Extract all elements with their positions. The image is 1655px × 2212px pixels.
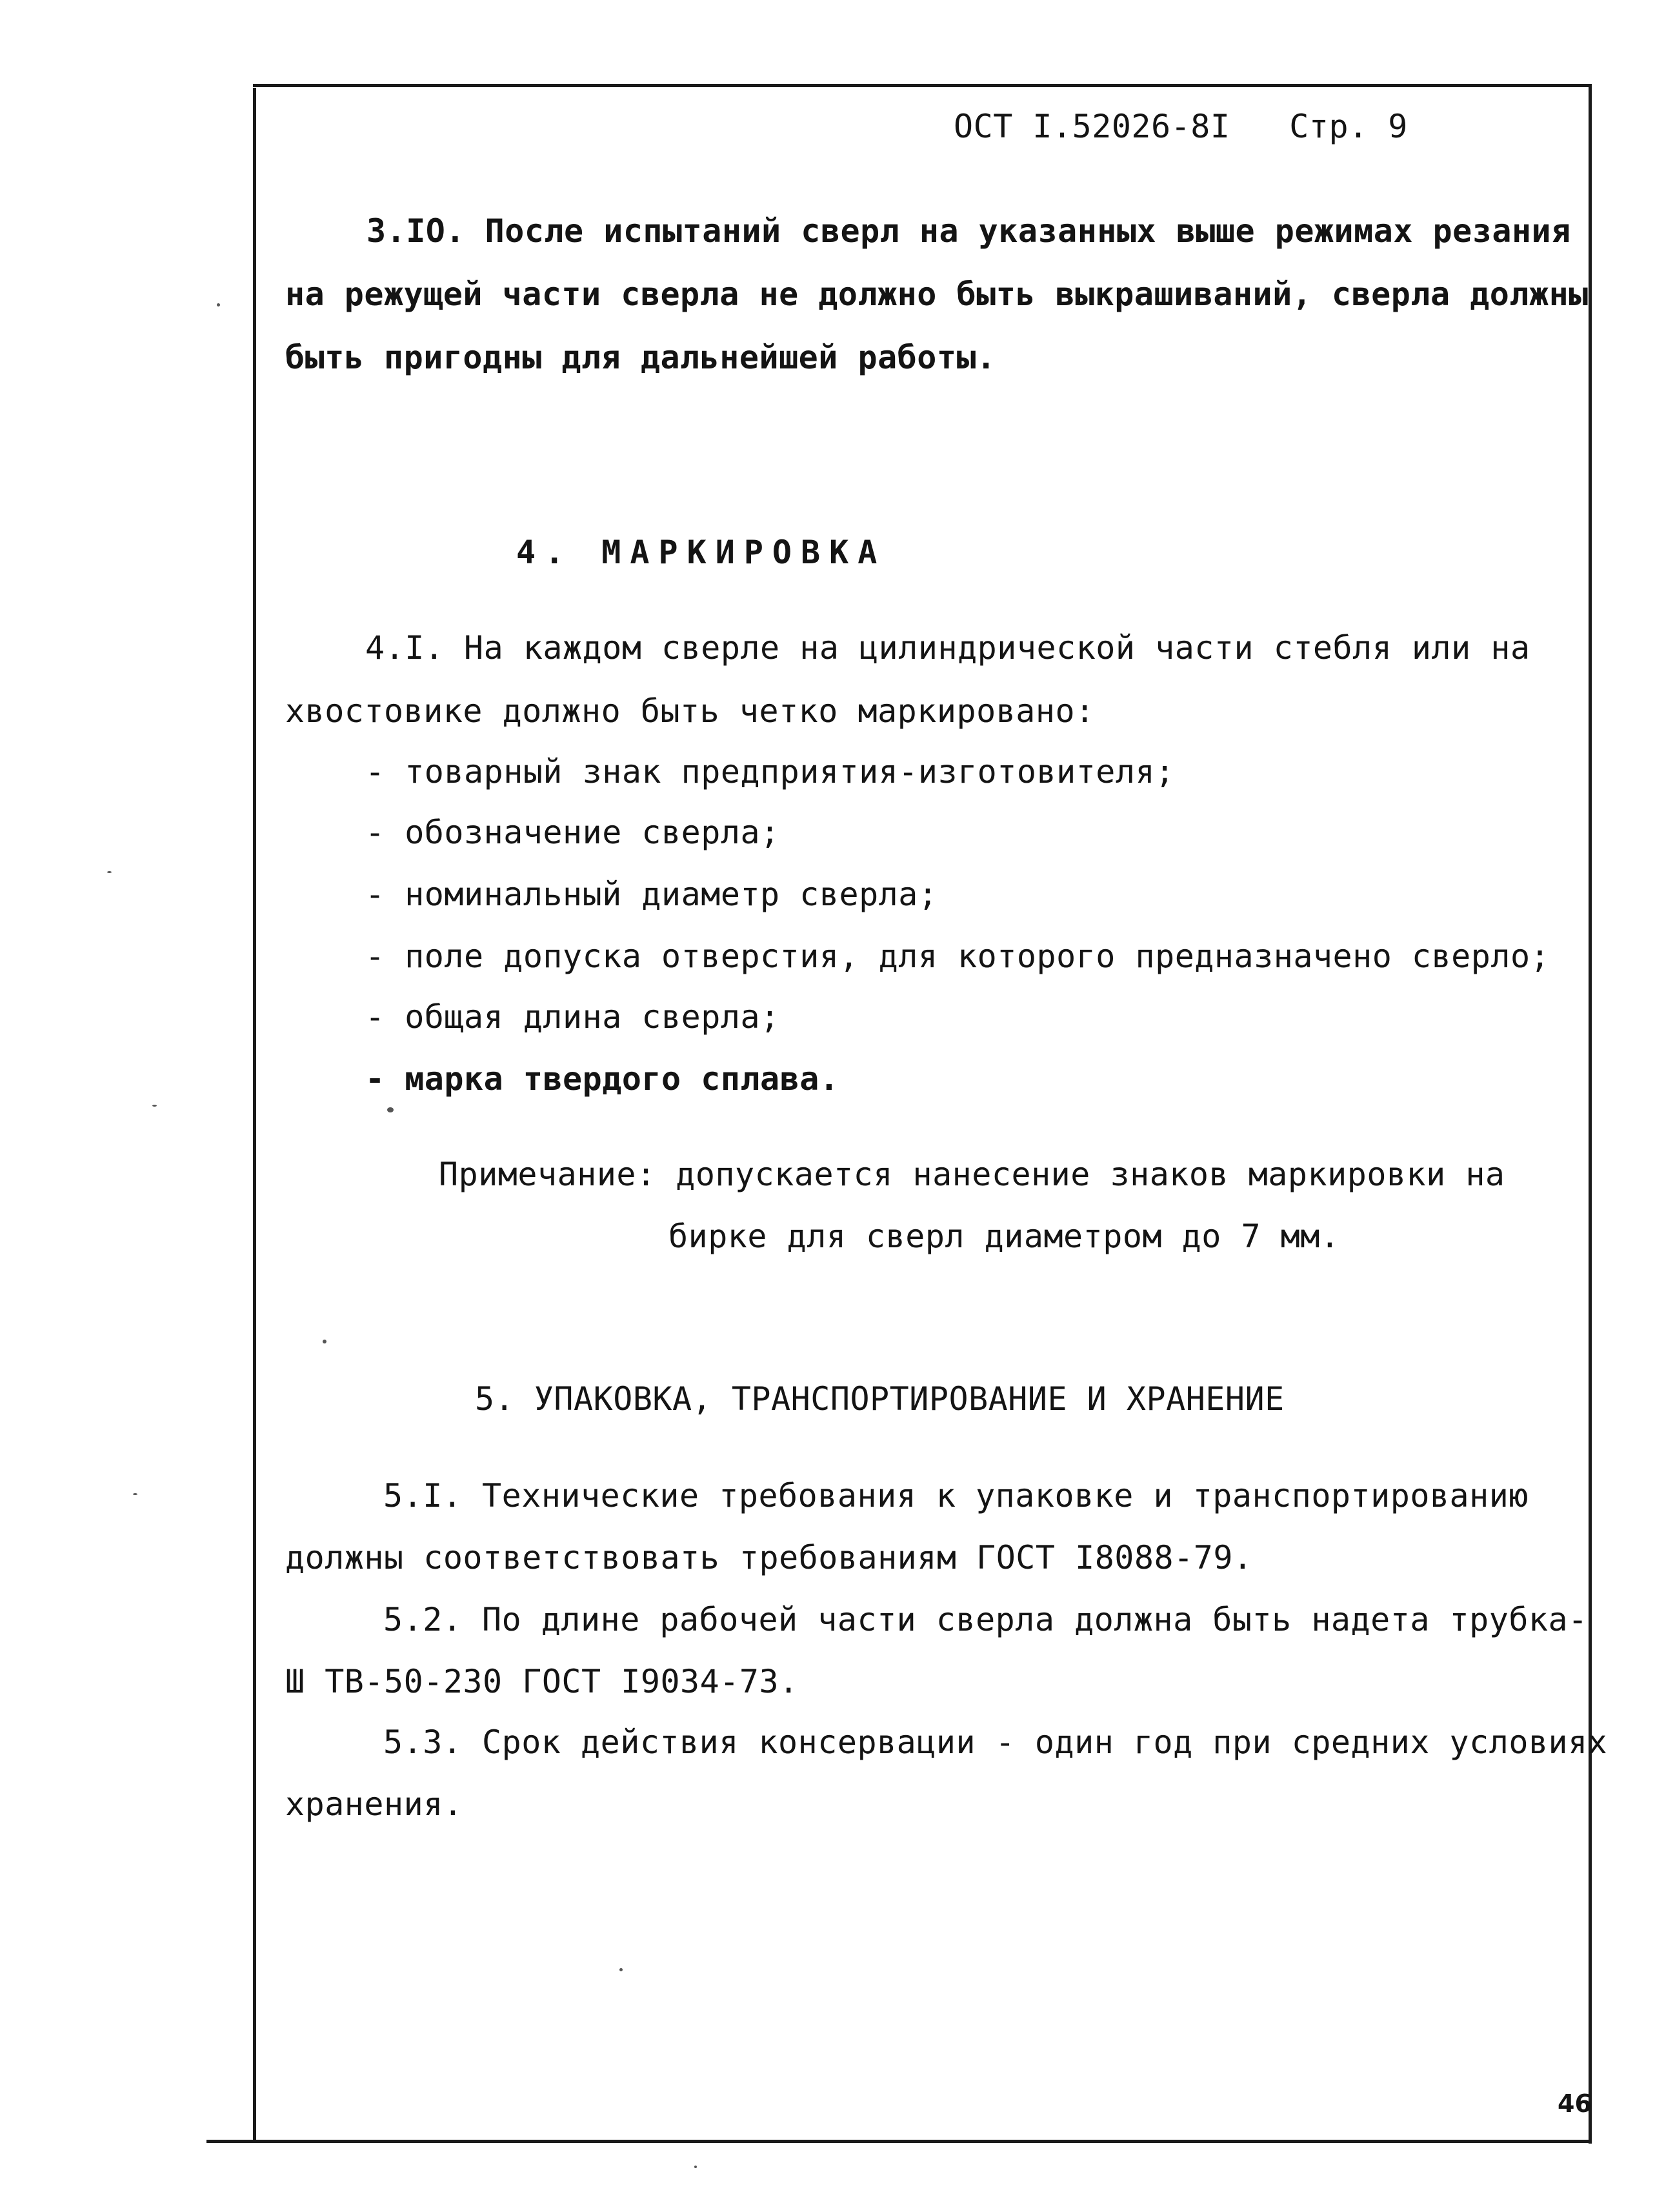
paragraph-5-2-line-1: 5.2. По длине рабочей части сверла должна быть надета трубка- [383, 1601, 1588, 1638]
page-header [954, 107, 1408, 146]
scan-speck [107, 871, 112, 873]
paragraph-3-10-line-2: на режущей части сверла не должно быть выкрашиваний, сверла должны [285, 276, 1589, 313]
paragraph-3-10-line-3: быть пригодны для дальнейшей работы. [285, 339, 996, 376]
list-item: - марка твердого сплава. [365, 1060, 839, 1098]
paragraph-5-3-line-2: хранения. [285, 1785, 463, 1823]
list-item: - обозначение сверла; [365, 814, 780, 851]
list-item: - поле допуска отверстия, для которого предназначено сверло; [365, 938, 1550, 975]
scan-speck [152, 1105, 157, 1107]
scan-speck [694, 2166, 697, 2168]
page-label: Стр. 9 [1289, 108, 1408, 145]
scan-speck [217, 303, 220, 307]
paragraph-5-3-line-1: 5.3. Срок действия консервации - один год при средних условиях [383, 1724, 1608, 1761]
sheet-number: 46 [1558, 2089, 1592, 2118]
scan-speck [619, 1968, 623, 1971]
list-item: - товарный знак предприятия-изготовителя; [365, 753, 1175, 790]
frame-bottom-border [206, 2140, 1592, 2143]
list-item: - общая длина сверла; [365, 998, 780, 1036]
paragraph-4-1-line-1: 4.I. На каждом сверле на цилиндрической части стебля или на [365, 629, 1530, 667]
paragraph-5-1-line-2: должны соответствовать требованиям ГОСТ I8088-79. [285, 1539, 1253, 1576]
scan-speck [323, 1340, 326, 1343]
section-5-heading: 5. УПАКОВКА, ТРАНСПОРТИРОВАНИЕ И ХРАНЕНИЕ [475, 1380, 1285, 1418]
paragraph-5-1-line-1: 5.I. Технические требования к упаковке и транспортированию [383, 1477, 1529, 1514]
frame-left-border [253, 88, 256, 2142]
note-line-2: бирке для сверл диаметром до 7 мм. [668, 1218, 1340, 1255]
frame-top-border [253, 84, 1592, 87]
scan-speck [387, 1107, 394, 1112]
paragraph-5-2-line-2: Ш ТВ-50-230 ГОСТ I9034-73. [285, 1663, 799, 1700]
paragraph-4-1-line-2: хвостовике должно быть четко маркировано: [285, 692, 1095, 730]
list-item: - номинальный диаметр сверла; [365, 876, 938, 913]
paragraph-3-10-line-1: 3.IО. После испытаний сверл на указанных выше режимах резания [366, 212, 1571, 250]
section-4-heading: 4. МАРКИРОВКА [516, 534, 887, 571]
doc-code: ОСТ I.52026-8I [954, 108, 1230, 145]
note-line-1: Примечание: допускается нанесение знаков маркировки на [439, 1156, 1505, 1193]
scan-speck [133, 1493, 137, 1495]
frame-right-border [1589, 85, 1592, 2144]
